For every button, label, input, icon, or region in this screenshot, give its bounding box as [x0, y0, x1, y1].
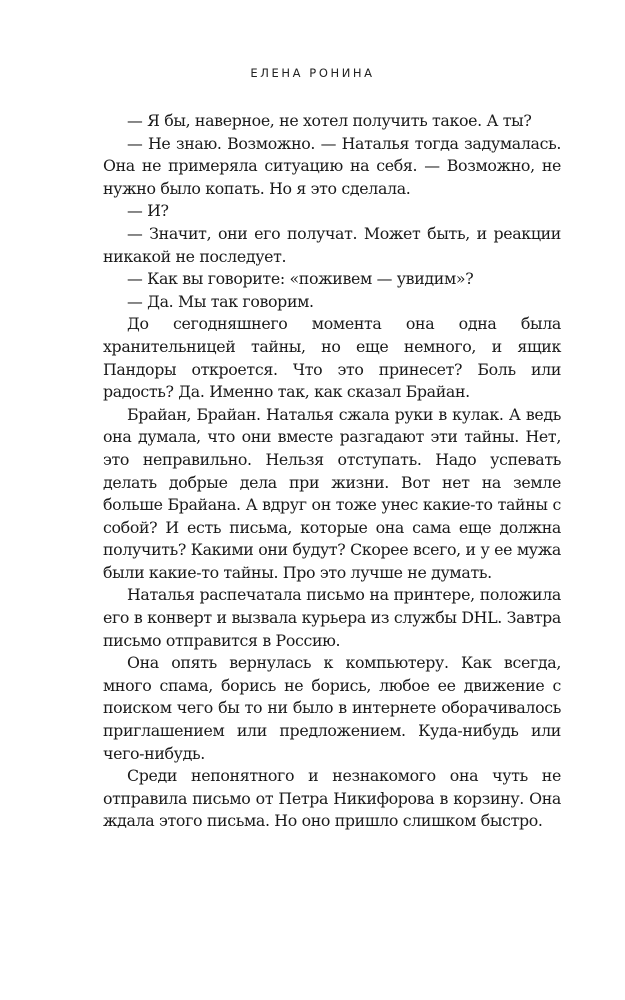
- body-text: [103, 110, 561, 833]
- paragraph: — Да. Мы так говорим.: [127, 291, 314, 311]
- paragraph: — Как вы говорите: «поживем — увидим»?: [127, 269, 474, 289]
- paragraph: — Не знаю. Возможно. — Наталья тогда задумалась. Она не примеряла ситуацию на себя. — Возможно, не нужно было копать. Но я это сделала.: [103, 133, 561, 198]
- paragraph: До сегодняшнего момента она одна была хранительницей тайны, но еще немного, и ящик Пандоры откроется. Что это принесет? Боль или радость? Да. Именно так, как сказал Брайан.: [103, 314, 561, 402]
- paragraph: Наталья распечатала письмо на принтере, положила его в конверт и вызвала курьера из службы DHL. Завтра письмо отправится в Россию.: [103, 585, 561, 650]
- paragraph: Брайан, Брайан. Наталья сжала руки в кулак. А ведь она думала, что они вместе разгадают эти тайны. Нет, это неправильно. Нельзя отступать. Надо успевать делать добрые дела при жизни. Вот нет на земле больше Брайана. А вдруг он тоже унес какие-то тайны с собой? И есть письма, которые она сама еще должна получить? Какими они будут? Скорее всего, и у ее мужа были какие-то тайны. Про это лучше не думать.: [103, 404, 561, 582]
- paragraph: Она опять вернулась к компьютеру. Как всегда, много спама, борись не борись, любое ее движение с поиском чего бы то ни было в интернете оборачивалось приглашением или предложением. Куда-нибудь или чего-нибудь.: [103, 653, 561, 763]
- paragraph: — И?: [127, 201, 169, 221]
- paragraph: — Значит, они его получат. Может быть, и реакции никакой не последует.: [103, 223, 561, 266]
- paragraph: — Я бы, наверное, не хотел получить такое. А ты?: [127, 111, 532, 130]
- running-head-author: ЕЛЕНА РОНИНА: [250, 66, 375, 80]
- paragraph: Среди непонятного и незнакомого она чуть не отправила письмо от Петра Никифорова в корзину. Она ждала этого письма. Но оно пришло слишком быстро.: [103, 766, 561, 831]
